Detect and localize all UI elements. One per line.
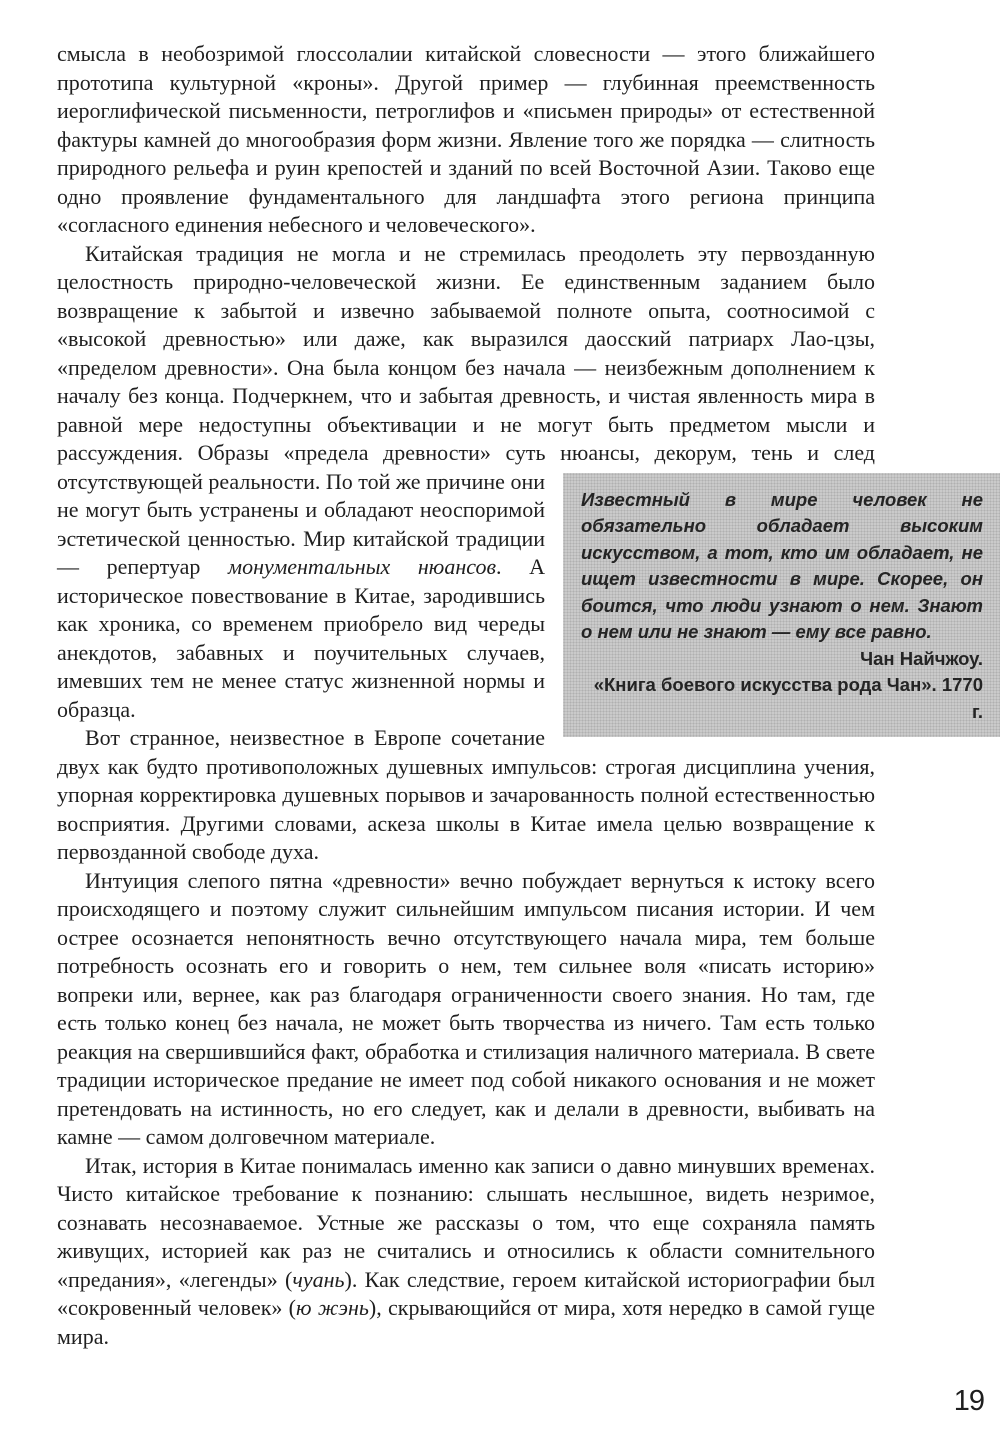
quote-box <box>563 473 1000 738</box>
paragraph-2 <box>57 240 983 725</box>
quote-attribution-name: Чан Найчжоу. <box>860 647 983 669</box>
paragraph-2-part2: отсутствующей реальности. По той же причине они не могут быть устранены и обладают неоспоримой эстетической ценностью. Мир китайской традиции — репертуар <box>57 468 545 579</box>
paragraph-2-part3: . А историческое повествование в Китае, зародившись как хроника, со временем приобрело вид череды анекдотов, забавных и поучительных случаев, имевших тем не менее статус жизненной нормы и образца. <box>57 554 546 722</box>
page-number: 19 <box>953 1385 984 1417</box>
paragraph-3: Вот странное, неизвестное в Европе сочетание двух как будто противоположных душевных импульсов: строгая дисциплина учения, упорная корректировка душевных порывов и зачарованность полной естественностью восприятия. Другими словами, аскеза школы в Китае имела целью возвращение к первозданной свободе духа. <box>57 725 875 864</box>
page-text-block <box>57 40 983 1351</box>
paragraph-1: смысла в необозримой глоссолалии китайской словесности — этого ближайшего прототипа культурной «кроны». Другой пример — глубинная преемственность иероглифической письменности, петроглифов и «письмен природы» от естественной фактуры камней до многообразия форм жизни. Явление того же порядка — слитность природного рельефа и руин крепостей и зданий по всей Восточной Азии. Таково еще одно проявление фундаментального для ландшафта этого региона принципа «согласного единения небесного и человеческого». <box>57 41 875 237</box>
paragraph-2-part1: Китайская традиция не могла и не стремилась преодолеть эту первозданную целостность природно-человеческой жизни. Ее единственным заданием было возвращение к забытой и извечно забываемой полноте опыта, соотносимой с «высокой древностью» или даже, как выразился даосский патриарх Лао-цзы, «пределом древности». Она была концом без начала — неизбежным дополнением к началу без конца. Подчеркнем, что и забытая древность, и чистая явленность мира в равной мере недоступны объективации и не могут быть предметом мысли и рассуждения. Образы «предела древности» суть нюансы, декорум, тень и след <box>57 240 875 465</box>
paragraph-5-italic-yuzhen: ю жэнь <box>296 1295 369 1320</box>
paragraph-2-italic-term: монументальных нюансов <box>228 554 496 579</box>
paragraph-5-part3: ), скрывающийся от мира, хотя нередко в самой гуще мира. <box>57 1295 875 1349</box>
paragraph-5-part1: Итак, история в Китае понималась именно как записи о давно минувших временах. Чисто китайское требование к познанию: слышать неслышное, видеть незримое, сознавать несознаваемое. Устные же рассказы о том, что еще сохраняла память живущих, историей как раз не считались и относились к области сомнительного «предания», «легенды» ( <box>57 1152 875 1292</box>
quote-text: Известный в мире человек не обязательно обладает высоким искусством, а тот, кто им обладает, не ищет известности в мире. Скорее, он боится, что люди узнают о нем. Знают о нем или не знают — ему все равно. <box>581 488 983 642</box>
paragraph-5-part2: ). Как следствие, героем китайской историографии был «сокровенный человек» ( <box>57 1266 875 1320</box>
paragraph-4: Интуиция слепого пятна «древности» вечно побуждает вернуться к истоку всего происходящего и поэтому служит сильнейшим импульсом писания истории. И чем острее осознается непонятность вечно отсутствующего начала мира, тем больше потребность осознать его и говорить о нем, тем сильнее воля «писать историю» вопреки или, вернее, как раз благодаря ограниченности своего знания. Но там, где есть только конец без начала, не может быть творчества из ничего. Там есть только реакция на свершившийся факт, обработка и стилизация наличного материала. В свете традиции историческое предание не имеет под собой никакого основания и не может претендовать на истинность, но его следует, как и делали в древности, выбивать на камне — самом долговечном материале. <box>57 867 875 1149</box>
paragraph-5-italic-chuan: чуань <box>292 1266 345 1292</box>
quote-attribution-source: «Книга боевого искусства рода Чан». 1770 г. <box>593 674 983 722</box>
paragraph-5 <box>57 1152 875 1352</box>
